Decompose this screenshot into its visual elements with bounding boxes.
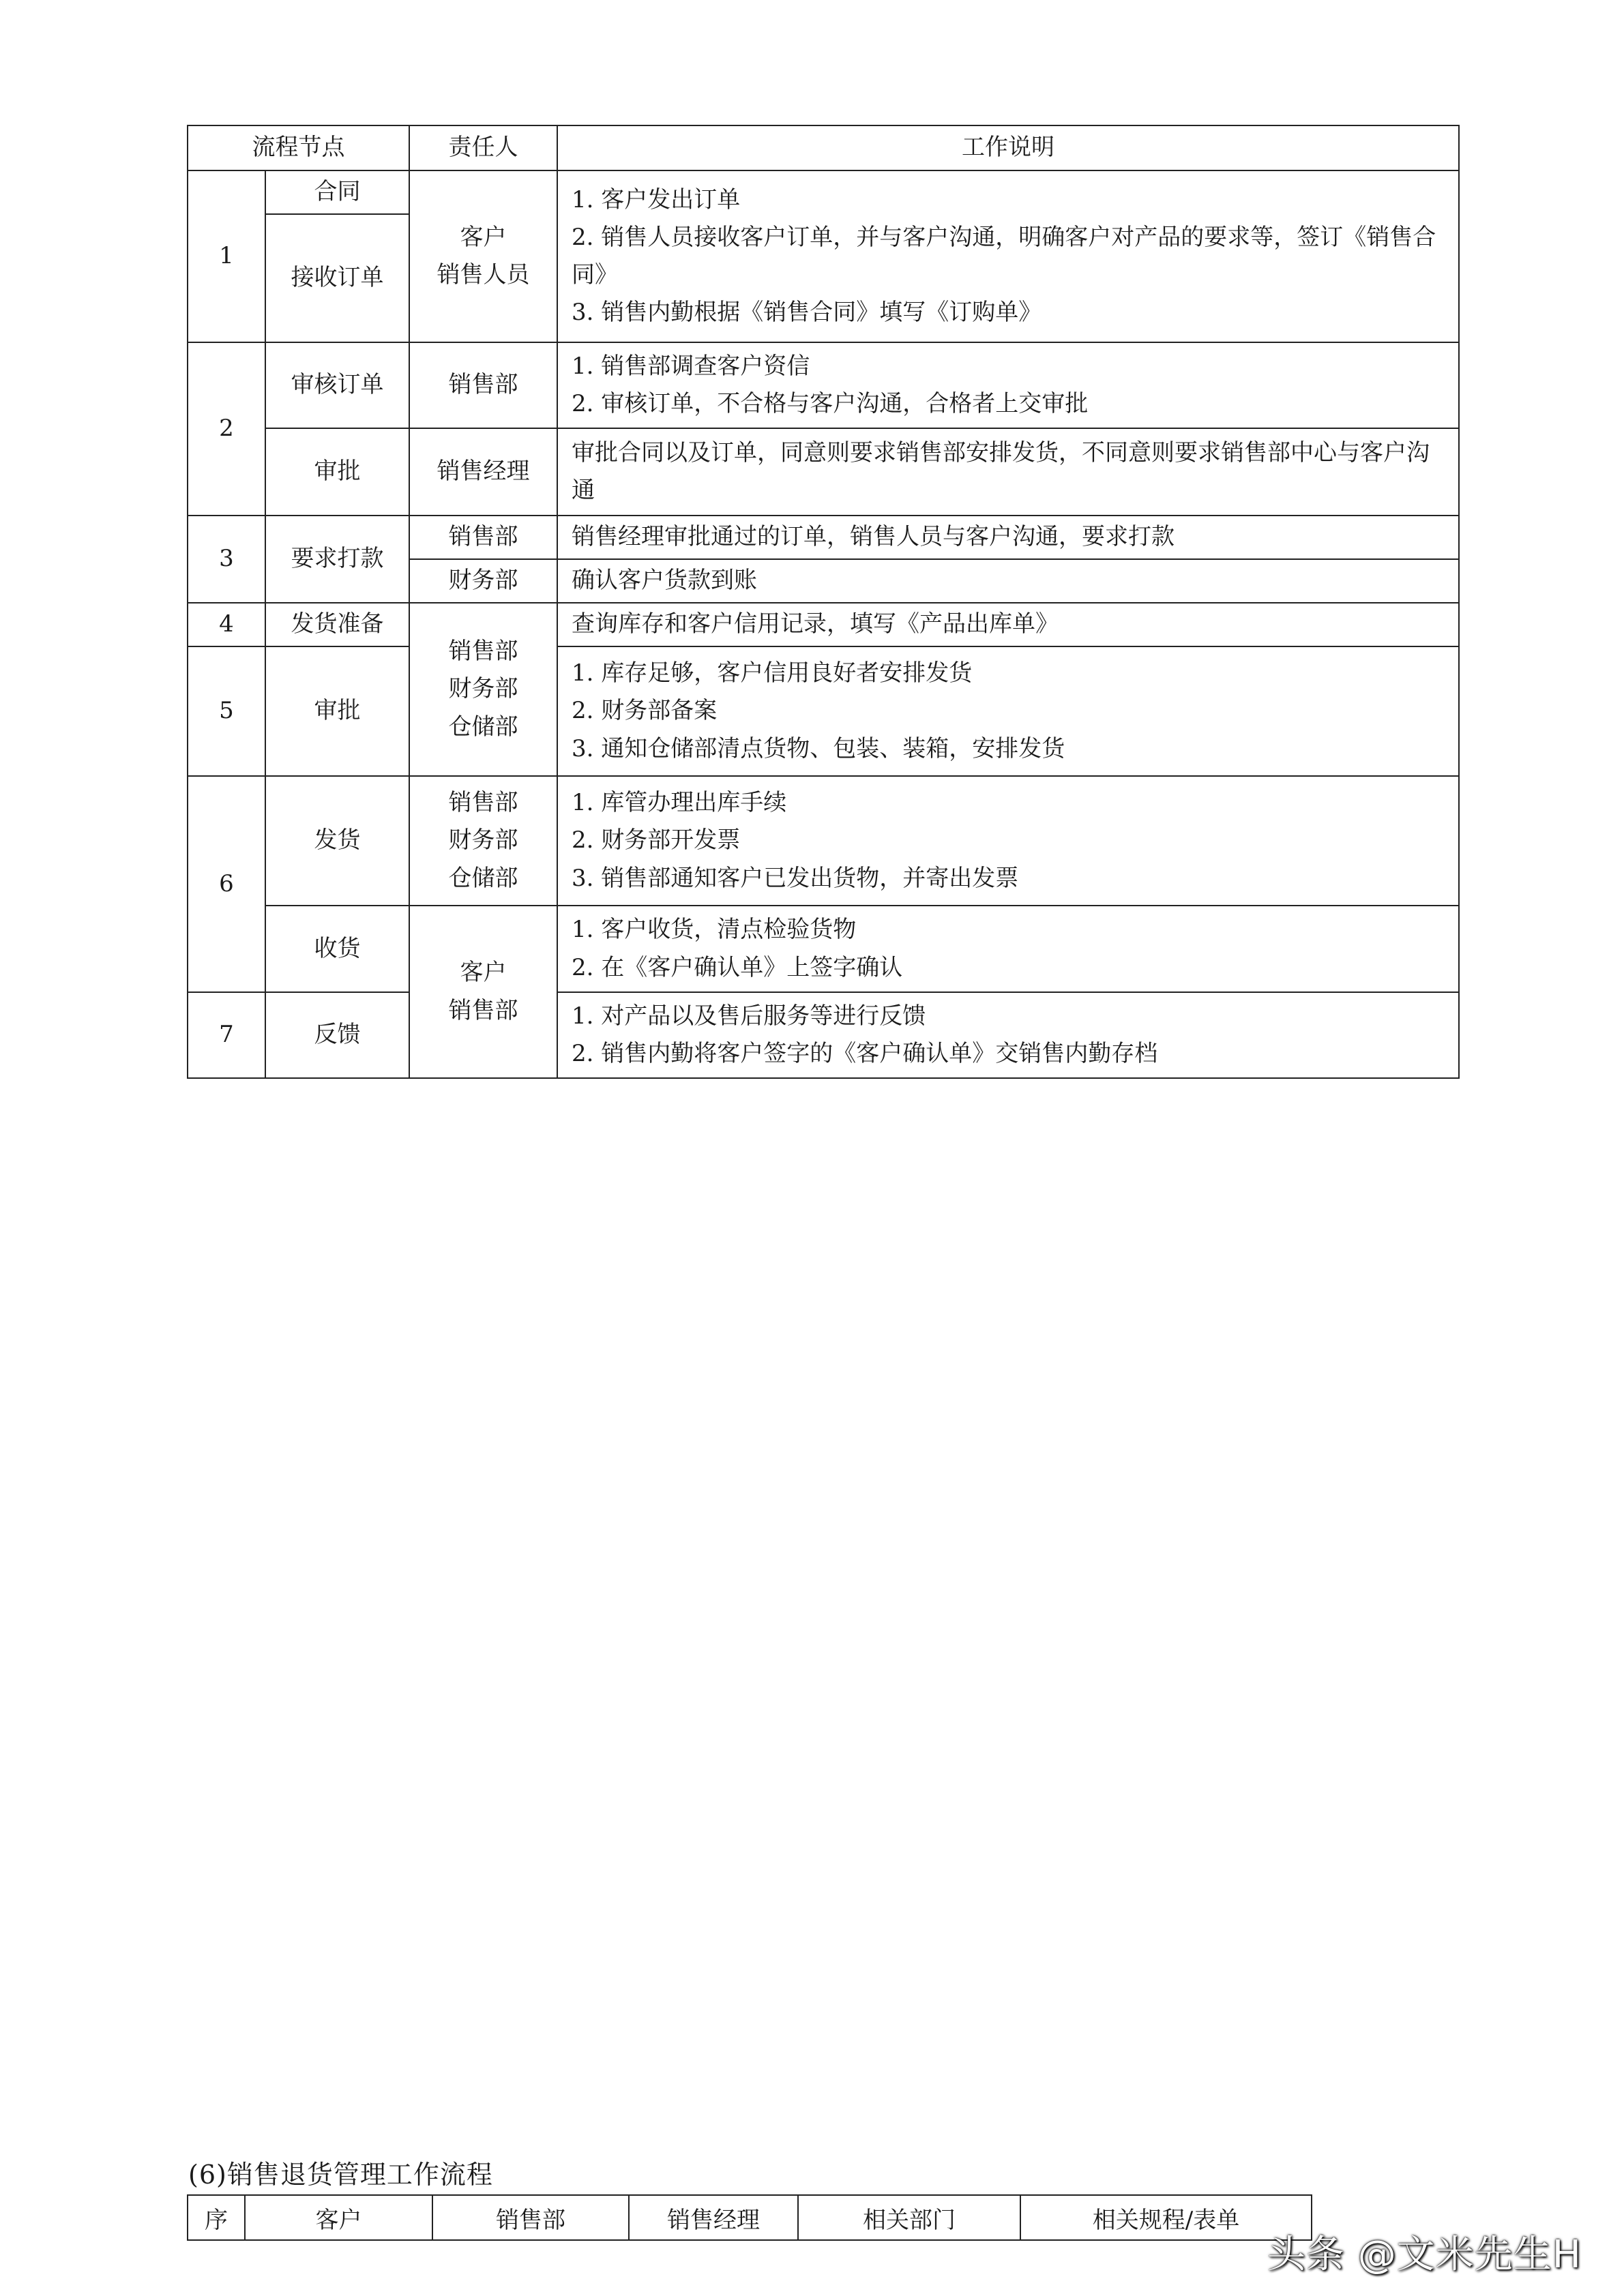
owner-line: 销售部 <box>448 996 518 1024</box>
description-line: 1. 销售部调查客户资信 <box>572 352 810 380</box>
owner-cell: 财务部 <box>409 559 557 603</box>
header-work-description: 工作说明 <box>557 125 1459 170</box>
section-title: (6)销售退货管理工作流程 <box>188 2160 493 2190</box>
step-number: 4 <box>188 603 265 646</box>
owner-line: 客户 <box>460 959 507 987</box>
description-cell <box>557 992 1459 1078</box>
table-row <box>188 776 1459 906</box>
node-cell: 审批 <box>265 428 409 516</box>
node-cell: 发货准备 <box>265 603 409 646</box>
table-row <box>188 906 1459 992</box>
owner-line: 仓储部 <box>448 864 518 892</box>
description-line: 3. 销售内勤根据《销售合同》填写《订购单》 <box>572 299 1042 327</box>
owner-line: 财务部 <box>448 826 518 854</box>
description-line: 2. 在《客户确认单》上签字确认 <box>572 953 903 981</box>
watermark: 头条 @文米先生H <box>1267 2233 1582 2277</box>
description-cell: 确认客户货款到账 <box>557 559 1459 603</box>
description-cell <box>557 776 1459 906</box>
step-number: 5 <box>188 646 265 776</box>
description-line: 2. 销售内勤将客户签字的《客户确认单》交销售内勤存档 <box>572 1040 1158 1067</box>
node-cell: 审核订单 <box>265 342 409 428</box>
header-sales-manager: 销售经理 <box>629 2195 798 2240</box>
description-cell <box>557 342 1459 428</box>
description-cell: 审批合同以及订单，同意则要求销售部安排发货，不同意则要求销售部中心与客户沟通 <box>557 428 1459 516</box>
node-cell: 收货 <box>265 906 409 992</box>
table-header-row <box>188 2195 1312 2240</box>
owner-cell: 销售部 <box>409 516 557 559</box>
owner-line: 客户 <box>460 223 507 251</box>
header-process-node: 流程节点 <box>188 125 409 170</box>
node-cell: 反馈 <box>265 992 409 1078</box>
description-line: 1. 库存足够，客户信用良好者安排发货 <box>572 659 973 687</box>
owner-cell <box>409 603 557 776</box>
owner-cell <box>409 906 557 1078</box>
table-row <box>188 646 1459 776</box>
step-number: 6 <box>188 776 265 992</box>
table-row <box>188 992 1459 1078</box>
description-cell <box>557 906 1459 992</box>
owner-cell <box>409 776 557 906</box>
header-customer: 客户 <box>245 2195 432 2240</box>
owner-line: 销售部 <box>448 638 518 666</box>
node-cell: 要求打款 <box>265 516 409 603</box>
owner-cell: 销售部 <box>409 342 557 428</box>
header-sales-dept: 销售部 <box>432 2195 629 2240</box>
description-cell <box>557 646 1459 776</box>
node-cell: 发货 <box>265 776 409 906</box>
table-row <box>188 428 1459 516</box>
description-cell: 查询库存和客户信用记录，填写《产品出库单》 <box>557 603 1459 646</box>
description-line: 2. 财务部备案 <box>572 697 718 725</box>
description-line: 2. 销售人员接收客户订单，并与客户沟通，明确客户对产品的要求等，签订《销售合同》 <box>572 223 1436 288</box>
header-seq: 序 <box>188 2195 245 2240</box>
description-line: 1. 客户发出订单 <box>572 185 741 213</box>
description-line: 2. 财务部开发票 <box>572 826 741 854</box>
table-header-row <box>188 125 1459 170</box>
owner-line: 财务部 <box>448 675 518 703</box>
description-line: 1. 客户收货，清点检验货物 <box>572 916 857 944</box>
header-owner: 责任人 <box>409 125 557 170</box>
description-cell <box>557 170 1459 342</box>
step-number: 3 <box>188 516 265 603</box>
owner-cell <box>409 170 557 342</box>
step-number: 7 <box>188 992 265 1078</box>
table-row <box>188 603 1459 646</box>
description-cell: 销售经理审批通过的订单，销售人员与客户沟通，要求打款 <box>557 516 1459 559</box>
table-row <box>188 342 1459 428</box>
step-number: 1 <box>188 170 265 342</box>
node-cell: 合同 <box>265 170 409 214</box>
table-row <box>188 170 1459 214</box>
owner-line: 销售人员 <box>437 261 530 288</box>
description-line: 1. 库管办理出库手续 <box>572 789 787 817</box>
node-cell: 接收订单 <box>265 214 409 342</box>
node-cell: 审批 <box>265 646 409 776</box>
return-process-table <box>187 2194 1312 2241</box>
owner-line: 销售部 <box>448 789 518 817</box>
header-related-forms: 相关规程/表单 <box>1020 2195 1312 2240</box>
description-line: 3. 通知仓储部清点货物、包装、装箱，安排发货 <box>572 734 1065 762</box>
description-line: 2. 审核订单，不合格与客户沟通，合格者上交审批 <box>572 390 1089 417</box>
header-related-dept: 相关部门 <box>798 2195 1020 2240</box>
table-row <box>188 516 1459 559</box>
owner-line: 仓储部 <box>448 713 518 741</box>
description-line: 3. 销售部通知客户已发出货物，并寄出发票 <box>572 864 1019 892</box>
owner-cell: 销售经理 <box>409 428 557 516</box>
process-table <box>187 125 1460 1079</box>
step-number: 2 <box>188 342 265 516</box>
description-line: 1. 对产品以及售后服务等进行反馈 <box>572 1002 926 1030</box>
